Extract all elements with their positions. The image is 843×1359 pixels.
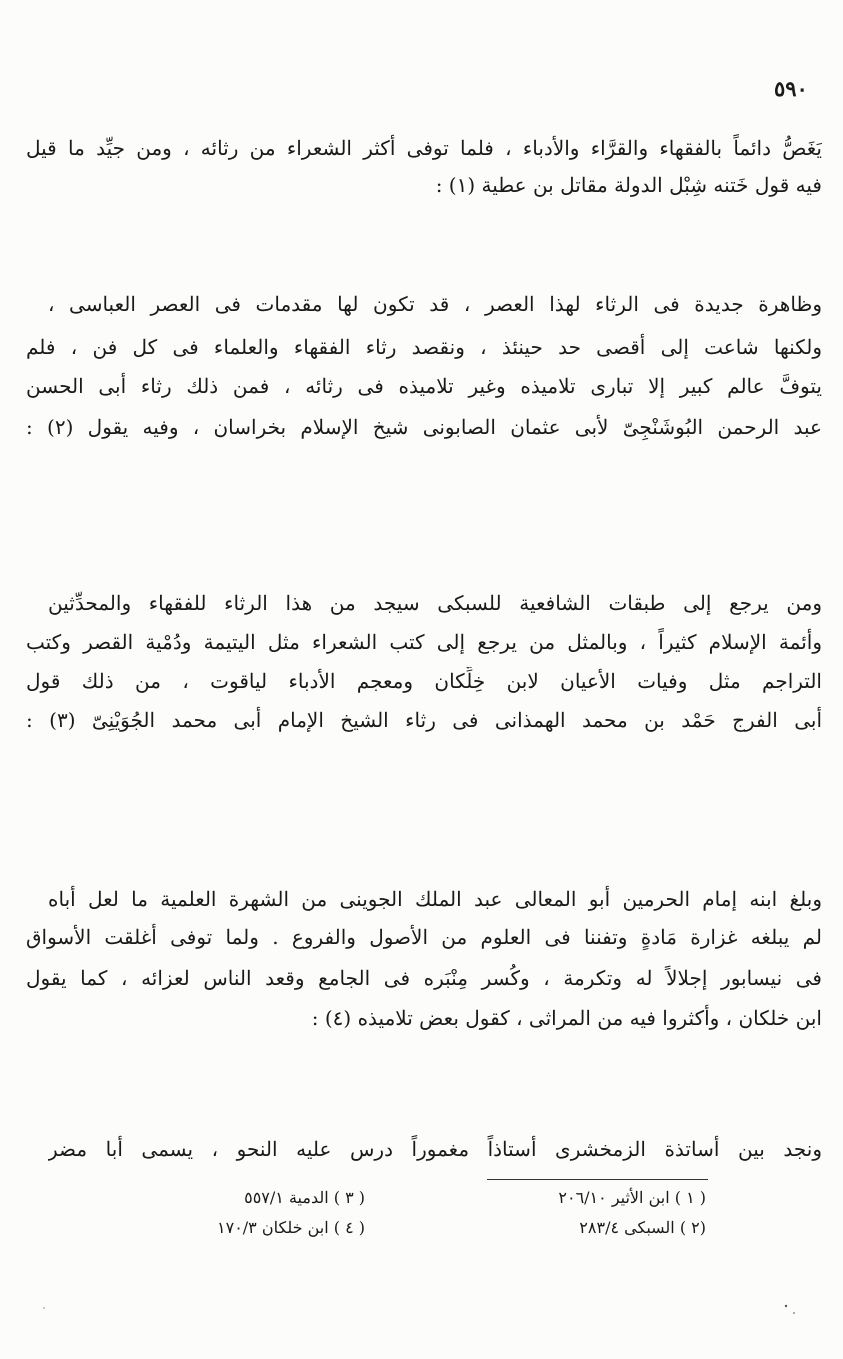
text-line: عبد الرحمن البُوشَنْجِىّ لأبى عثمان الصابونى شيخ الإسلام بخراسان ، وفيه يقول (٢) : xyxy=(26,415,822,439)
text-line: وأئمة الإسلام كثيراً ، وبالمثل من يرجع إلى كتب الشعراء مثل اليتيمة ودُمْية القصر وكتب xyxy=(26,630,822,654)
text-line: أبى الفرج حَمْد بن محمد الهمذانى فى رثاء الشيخ الإمام أبى محمد الجُوَيْنِىّ (٣) : xyxy=(26,708,822,732)
footnote: ( ٣ ) الدمية ٥٥٧/١ xyxy=(244,1188,365,1207)
text-line: ومن يرجع إلى طبقات الشافعية للسبكى سيجد من هذا الرثاء للفقهاء والمحدِّثين xyxy=(48,591,822,615)
text-line: لم يبلغه غزارة مَادةٍ وتفننا فى العلوم من الأصول والفروع . ولما توفى أُغلقت الأسواق xyxy=(26,925,822,949)
text-line: ونجد بين أساتذة الزمخشرى أستاذاً مغموراً درس عليه النحو ، يسمى أبا مضر xyxy=(48,1137,822,1161)
text-line: يَغَصُّ دائماً بالفقهاء والقرَّاء والأدباء ، فلما توفى أكثر الشعراء من رثائه ، ومن جيِّد ما قيل xyxy=(26,136,822,160)
text-line: وظاهرة جديدة فى الرثاء لهذا العصر ، قد تكون لها مقدمات فى العصر العباسى ، xyxy=(48,292,822,316)
footnote: (٢ ) السبكى ٢٨٣/٤ xyxy=(579,1218,706,1237)
text-line: فيه قول خَتنه شِبْل الدولة مقاتل بن عطية (١) : xyxy=(435,173,822,197)
text-line: وبلغ ابنه إمام الحرمين أبو المعالى عبد الملك الجوينى من الشهرة العلمية ما لعل أباه xyxy=(48,887,822,911)
text-line: ابن خلكان ، وأكثروا فيه من المراثى ، كقول بعض تلاميذه (٤) : xyxy=(311,1006,822,1030)
text-line: ولكنها شاعت إلى أقصى حد حينئذ ، ونقصد رثاء الفقهاء والعلماء فى كل فن ، فلم xyxy=(26,335,822,359)
text-line: يتوفَّ عالم كبير إلا تبارى تلاميذه وغير تلاميذه فى رثائه ، فمن ذلك رثاء أبى الحسن xyxy=(26,374,822,398)
text-line: التراجم مثل وفيات الأعيان لابن خِلِّكان ومعجم الأدباء لياقوت ، من ذلك قول xyxy=(26,669,822,693)
text-line: فى نيسابور إجلالاً له وتكرمة ، وكُسر مِنْبَره فى الجامع وقعد الناس لعزائه ، كما يقول xyxy=(26,966,822,990)
page-number: ٥٩٠ xyxy=(774,76,808,101)
footnote: ( ٤ ) ابن خلكان ١٧٠/٣ xyxy=(217,1218,365,1237)
footnote: ( ١ ) ابن الأثير ٢٠٦/١٠ xyxy=(558,1188,706,1207)
